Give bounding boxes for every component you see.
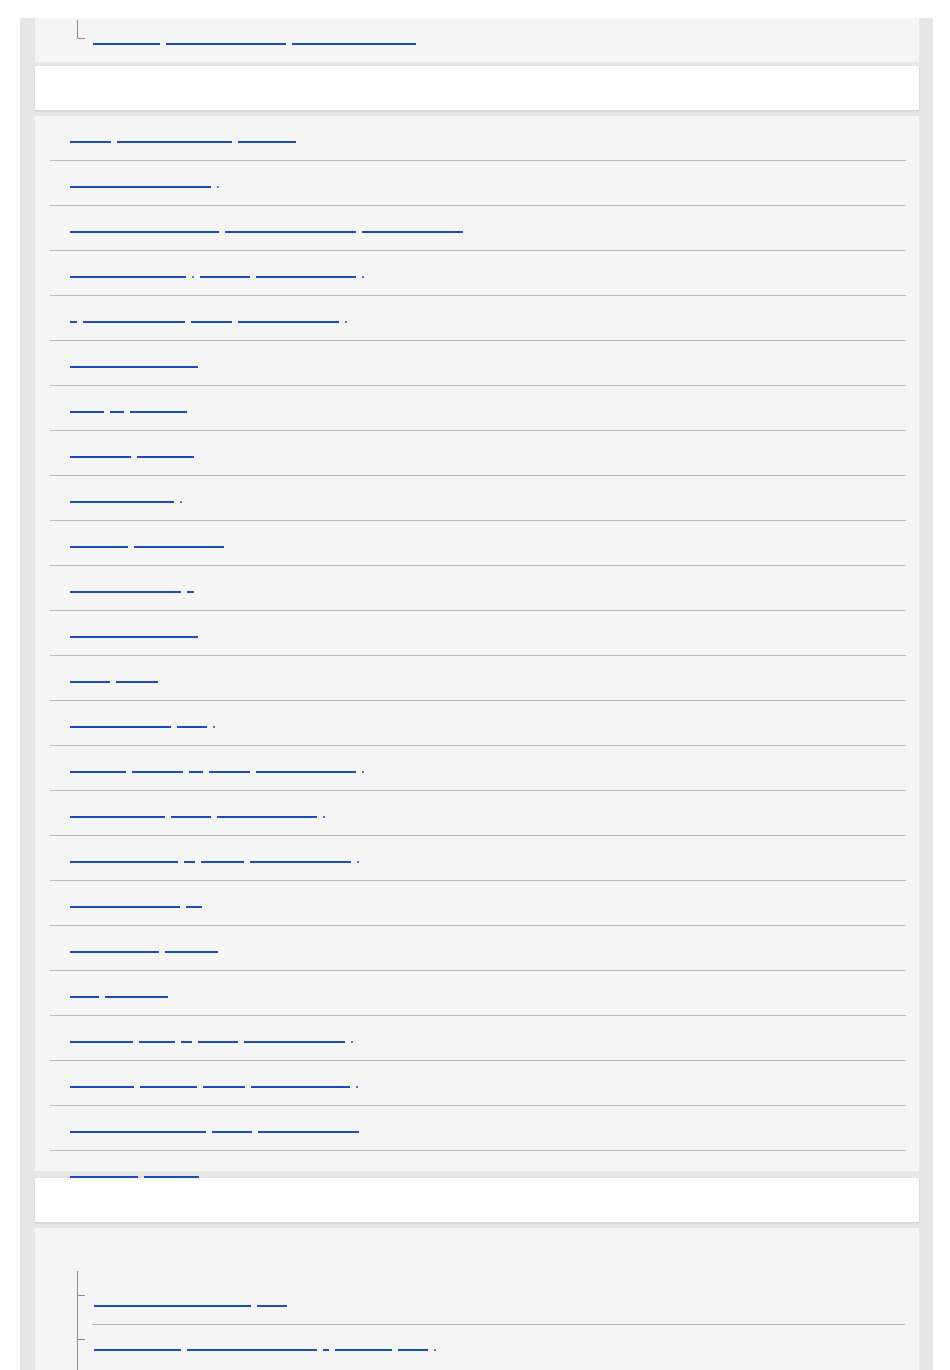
underline-segment: [70, 591, 181, 593]
list-item-link[interactable]: [70, 267, 364, 278]
underline-segment: [244, 1041, 345, 1043]
link-underline: [70, 357, 198, 368]
underline-segment: [130, 411, 187, 413]
list-item: [50, 971, 906, 1016]
underline-segment: [256, 771, 356, 773]
link-underline: [70, 447, 194, 458]
underline-segment: [357, 861, 359, 863]
tree-connector: [77, 1271, 78, 1370]
underline-segment: [70, 366, 198, 368]
underline-segment: [177, 726, 207, 728]
main-list-panel: [35, 116, 919, 1171]
underline-segment: [70, 636, 198, 638]
underline-segment: [250, 861, 351, 863]
underline-segment: [323, 1349, 329, 1351]
list-item: [50, 161, 906, 206]
sub-tree-panel: [35, 1228, 919, 1370]
underline-segment: [192, 276, 194, 278]
underline-segment: [362, 771, 364, 773]
link-underline: [94, 1340, 436, 1351]
list-item-link[interactable]: [70, 672, 158, 683]
underline-segment: [257, 1305, 287, 1307]
underline-segment: [186, 906, 202, 908]
underline-segment: [181, 1041, 192, 1043]
list-item: [50, 386, 906, 431]
list-item: [50, 431, 906, 476]
list-item: [50, 476, 906, 521]
tree-connector: [77, 1295, 85, 1296]
underline-segment: [171, 816, 211, 818]
underline-segment: [209, 771, 250, 773]
section-header: [35, 1178, 919, 1222]
list-item-link[interactable]: [70, 1167, 199, 1178]
underline-segment: [117, 141, 232, 143]
list-item: [50, 836, 906, 881]
underline-segment: [203, 1086, 245, 1088]
link-underline: [70, 537, 224, 548]
section-header: [35, 66, 919, 110]
link-underline: [70, 267, 364, 278]
underline-segment: [116, 681, 158, 683]
list-item-link[interactable]: [70, 717, 215, 728]
list-item-link[interactable]: [70, 402, 187, 413]
underline-segment: [70, 951, 159, 953]
underline-segment: [70, 276, 186, 278]
list-item-link[interactable]: [70, 942, 218, 953]
underline-segment: [134, 546, 224, 548]
underline-segment: [70, 141, 111, 143]
link-underline: [70, 312, 347, 323]
link-underline: [70, 132, 296, 143]
tree-connector: [77, 20, 78, 38]
underline-segment: [187, 591, 194, 593]
tree-connector: [77, 1339, 85, 1340]
list-item: [50, 611, 906, 656]
list-item: [50, 251, 906, 296]
link-underline: [70, 897, 202, 908]
link-underline: [70, 492, 182, 503]
underline-segment: [70, 546, 128, 548]
underline-segment: [335, 1349, 392, 1351]
list-item-link[interactable]: [70, 132, 296, 143]
underline-segment: [180, 501, 182, 503]
breadcrumb-link[interactable]: [93, 34, 416, 45]
underline-segment: [94, 1349, 181, 1351]
underline-segment: [323, 816, 325, 818]
underline-segment: [83, 321, 185, 323]
list-item-link[interactable]: [70, 987, 168, 998]
breadcrumb-panel: [35, 18, 919, 62]
underline-segment: [70, 186, 211, 188]
underline-segment: [238, 321, 339, 323]
underline-segment: [137, 456, 194, 458]
list-item: [50, 746, 906, 791]
sub-list-item: [92, 1324, 905, 1368]
list-item: [50, 1106, 906, 1151]
tree-connector: [77, 38, 85, 39]
list-item-link[interactable]: [70, 177, 219, 188]
underline-segment: [251, 1086, 350, 1088]
underline-segment: [70, 816, 165, 818]
list-item: [50, 1061, 906, 1106]
underline-segment: [165, 951, 218, 953]
list-item: [50, 656, 906, 701]
underline-segment: [70, 231, 219, 233]
underline-segment: [139, 1041, 175, 1043]
underline-segment: [217, 816, 317, 818]
list-item-link[interactable]: [70, 492, 182, 503]
list-item-link[interactable]: [70, 582, 194, 593]
underline-segment: [70, 726, 171, 728]
underline-segment: [198, 1041, 238, 1043]
underline-segment: [362, 276, 364, 278]
underline-segment: [217, 186, 219, 188]
list-item-link[interactable]: [70, 897, 202, 908]
link-underline: [70, 942, 218, 953]
list-item-link[interactable]: [70, 852, 359, 863]
link-underline: [70, 1077, 358, 1088]
underline-segment: [187, 1349, 317, 1351]
underline-segment: [166, 43, 286, 45]
underline-segment: [345, 321, 347, 323]
list-item-link[interactable]: [70, 537, 224, 548]
list-item-link[interactable]: [70, 357, 198, 368]
underline-segment: [351, 1041, 353, 1043]
list-item: [50, 566, 906, 611]
link-underline: [70, 222, 463, 233]
link-underline: [70, 1167, 199, 1178]
link-underline: [70, 402, 187, 413]
sub-list-item-link[interactable]: [94, 1340, 436, 1351]
sub-list-item-link[interactable]: [94, 1296, 287, 1307]
list-item-link[interactable]: [70, 1032, 353, 1043]
list-item-link[interactable]: [70, 447, 194, 458]
link-underline: [70, 177, 219, 188]
underline-segment: [93, 43, 160, 45]
link-underline: [70, 627, 198, 638]
underline-segment: [110, 411, 124, 413]
underline-segment: [213, 726, 215, 728]
list-item-link[interactable]: [70, 222, 463, 233]
underline-segment: [70, 1086, 134, 1088]
underline-segment: [212, 1131, 252, 1133]
list-item: [50, 206, 906, 251]
list-item-link[interactable]: [70, 762, 364, 773]
link-list: [50, 116, 906, 1195]
link-underline: [70, 1122, 359, 1133]
underline-segment: [70, 996, 99, 998]
link-underline: [70, 762, 364, 773]
list-item-link[interactable]: [70, 627, 198, 638]
link-underline: [70, 1032, 353, 1043]
list-item: [50, 791, 906, 836]
underline-segment: [70, 501, 174, 503]
link-underline: [70, 672, 158, 683]
link-underline: [70, 987, 168, 998]
underline-segment: [70, 456, 131, 458]
underline-segment: [94, 1305, 251, 1307]
underline-segment: [70, 1131, 206, 1133]
list-item: [50, 926, 906, 971]
underline-segment: [434, 1349, 436, 1351]
list-item: [50, 1016, 906, 1061]
underline-segment: [356, 1086, 358, 1088]
underline-segment: [70, 411, 104, 413]
underline-segment: [105, 996, 168, 998]
underline-segment: [398, 1349, 428, 1351]
list-item-link[interactable]: [70, 1077, 358, 1088]
list-item-link[interactable]: [70, 312, 347, 323]
list-item-link[interactable]: [70, 807, 325, 818]
underline-segment: [292, 43, 416, 45]
list-item: [50, 521, 906, 566]
underline-segment: [258, 1131, 359, 1133]
underline-segment: [362, 231, 463, 233]
underline-segment: [238, 141, 296, 143]
link-underline: [70, 582, 194, 593]
underline-segment: [200, 276, 250, 278]
underline-segment: [225, 231, 356, 233]
underline-segment: [132, 771, 183, 773]
underline-segment: [70, 321, 77, 323]
underline-segment: [70, 861, 178, 863]
list-item: [50, 116, 906, 161]
link-underline: [70, 807, 325, 818]
page-frame: [20, 18, 933, 1370]
list-item: [50, 701, 906, 746]
list-item: [50, 341, 906, 386]
underline-segment: [140, 1086, 197, 1088]
link-underline: [93, 34, 416, 45]
list-item: [50, 296, 906, 341]
sub-list-item: [92, 1280, 905, 1325]
underline-segment: [184, 861, 195, 863]
underline-segment: [256, 276, 356, 278]
underline-segment: [70, 906, 180, 908]
underline-segment: [201, 861, 244, 863]
underline-segment: [191, 321, 232, 323]
underline-segment: [189, 771, 203, 773]
underline-segment: [70, 681, 110, 683]
underline-segment: [70, 771, 126, 773]
link-underline: [70, 717, 215, 728]
link-underline: [70, 852, 359, 863]
list-item: [50, 881, 906, 926]
link-underline: [94, 1296, 287, 1307]
underline-segment: [70, 1041, 133, 1043]
list-item-link[interactable]: [70, 1122, 359, 1133]
